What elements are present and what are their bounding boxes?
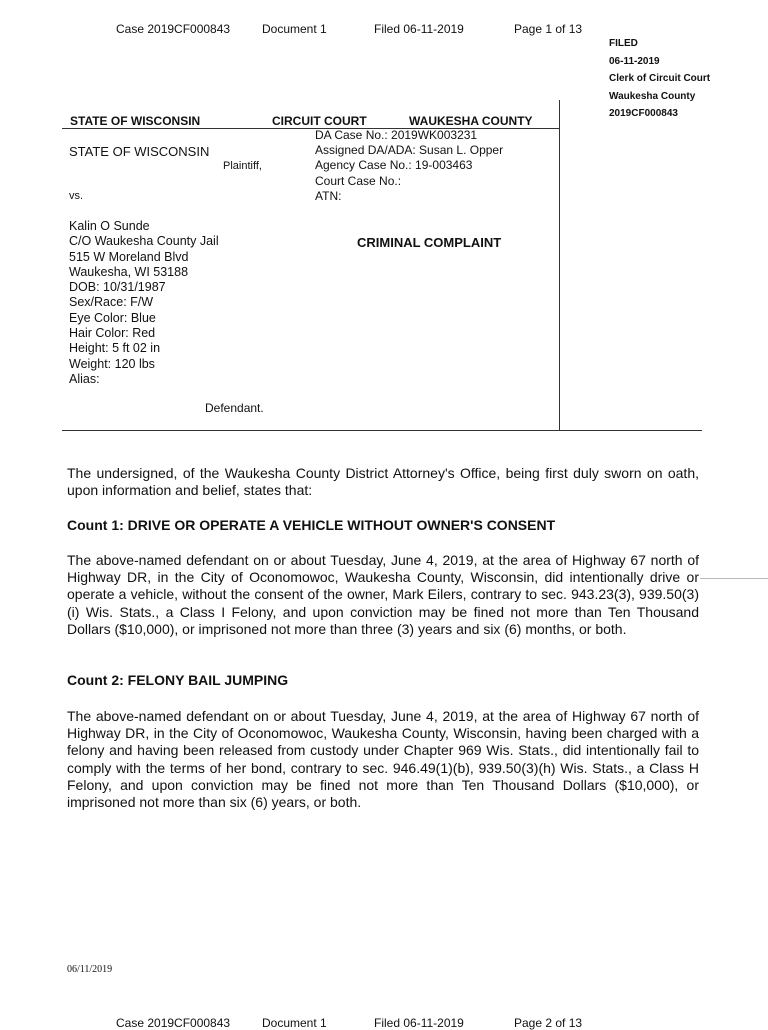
defendant-sex-race: Sex/Race: F/W: [69, 295, 154, 310]
defendant-info: [69, 219, 219, 387]
filed-stamp-line: 2019CF000843: [609, 108, 678, 119]
defendant-weight: Weight: 120 lbs: [69, 356, 155, 371]
caption-court: CIRCUIT COURT: [272, 114, 367, 128]
da-info: [315, 128, 503, 204]
caption-county: WAUKESHA COUNTY: [409, 114, 533, 128]
defendant-label: Defendant.: [205, 401, 264, 415]
defendant-alias: Alias:: [69, 371, 100, 386]
caption-bottom-rule: [62, 430, 702, 431]
plaintiff-label: Plaintiff,: [223, 160, 262, 172]
filed-stamp-line: 06-11-2019: [609, 55, 660, 67]
margin-mark: [700, 578, 768, 579]
defendant-eye-color: Eye Color: Blue: [69, 310, 156, 325]
filed-stamp-line: Clerk of Circuit Court: [609, 73, 711, 84]
assigned-da: Assigned DA/ADA: Susan L. Opper: [315, 143, 504, 158]
da-case-number: DA Case No.: 2019WK003231: [315, 128, 478, 142]
caption-state: STATE OF WISCONSIN: [70, 114, 201, 128]
count-2-text: The above-named defendant on or about Tuesday, June 4, 2019, at the area of Highway 67 north of Highway DR, in the City of Oconomowoc, Waukesha County, Wisconsin, having been charged with a felony and having been released from custody under Chapter 969 Wis. Stats., did intentionally fail to comply with the terms of her bond, contrary to sec. 946.49(1)(b), 939.50(3)(h) Wis. Stats., a Class H Felony, and upon conviction may be fined not more than Ten Thousand Dollars ($10,000), or imprisoned not more than six (6) years, or both.: [67, 708, 699, 811]
next-document-number: Document 1: [262, 1016, 327, 1030]
count-1-text: The above-named defendant on or about Tuesday, June 4, 2019, at the area of Highway 67 north of Highway DR, in the City of Oconomowoc, Waukesha County, Wisconsin, did intentionally drive or operate a vehicle, without the consent of the owner, Mark Eilers, contrary to sec. 943.23(3), 939.50(3)(i) Wis. Stats., a Class I Felony, and upon conviction may be fined not more than Ten Thousand Dollars ($10,000), or imprisoned not more than three (3) years and six (6) months, or both.: [67, 552, 699, 637]
defendant-address-line: C/O Waukesha County Jail: [69, 234, 219, 249]
next-filed-date: Filed 06-11-2019: [374, 1016, 464, 1030]
count-1-title: Count 1: DRIVE OR OPERATE A VEHICLE WITHOUT OWNER'S CONSENT: [67, 517, 556, 533]
court-case-number: Court Case No.:: [315, 173, 402, 188]
defendant-dob: DOB: 10/31/1987: [69, 280, 166, 295]
intro-paragraph: The undersigned, of the Waukesha County District Attorney's Office, being first duly sworn on oath, upon information and belief, states that:: [67, 465, 699, 499]
footer-date: 06/11/2019: [67, 964, 113, 975]
atn: ATN:: [315, 188, 342, 203]
filed-date: Filed 06-11-2019: [374, 22, 464, 36]
page-number: Page 1 of 13: [514, 22, 583, 36]
agency-case-number: Agency Case No.: 19-003463: [315, 158, 473, 173]
next-page-number: Page 2 of 13: [514, 1016, 583, 1030]
count-2-title: Count 2: FELONY BAIL JUMPING: [67, 672, 289, 688]
plaintiff-name: STATE OF WISCONSIN: [69, 144, 210, 159]
defendant-address-line: Waukesha, WI 53188: [69, 264, 189, 279]
defendant-address-line: 515 W Moreland Blvd: [69, 249, 189, 264]
filed-stamp-line: FILED: [609, 38, 638, 49]
defendant-name: Kalin O Sunde: [69, 219, 150, 233]
defendant-hair-color: Hair Color: Red: [69, 326, 156, 341]
caption-vertical-rule: [559, 100, 560, 430]
next-case-number: Case 2019CF000843: [116, 1016, 231, 1030]
filed-stamp-line: Waukesha County: [609, 90, 696, 102]
defendant-height: Height: 5 ft 02 in: [69, 341, 161, 356]
versus-label: vs.: [69, 190, 84, 202]
case-number: Case 2019CF000843: [116, 22, 231, 36]
document-number: Document 1: [262, 22, 327, 36]
filed-stamp: [609, 35, 710, 123]
complaint-title: CRIMINAL COMPLAINT: [357, 235, 502, 250]
